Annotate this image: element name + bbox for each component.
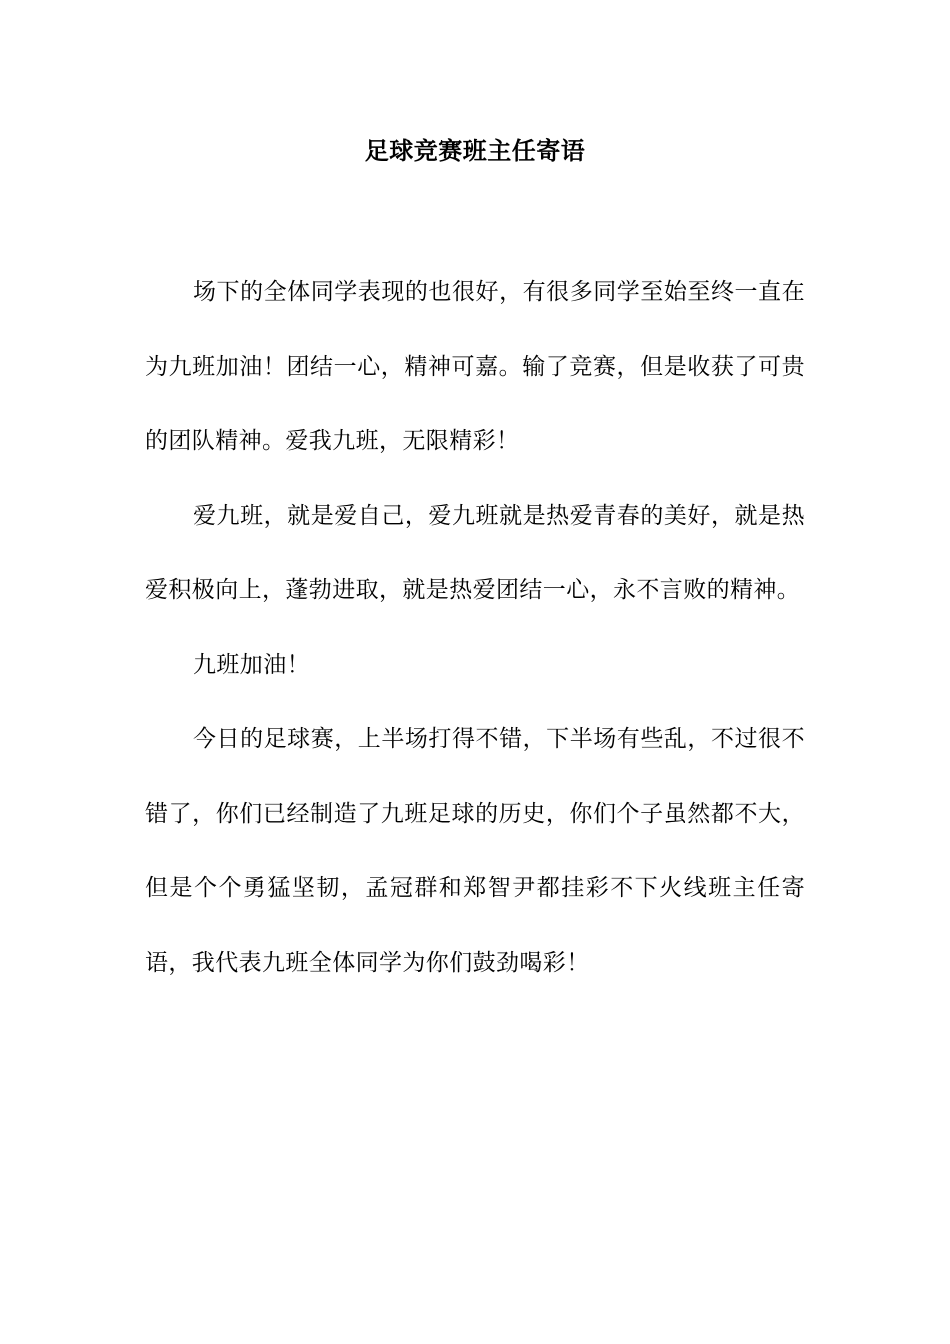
paragraph: 九班加油！	[193, 651, 310, 678]
document-title: 足球竞赛班主任寄语	[364, 136, 586, 165]
paragraph: 今日的足球赛，上半场打得不错，下半场有些乱，不过很不错了，你们已经制造了九班足球的历史，你们个子虽然都不大，但是个个勇猛坚韧，孟冠群和郑智尹都挂彩不下火线班主任寄语，我代表九班全体同学为你们鼓劲喝彩！	[145, 726, 805, 976]
document-body	[145, 255, 805, 1000]
paragraph: 爱九班，就是爱自己，爱九班就是热爱青春的美好，就是热爱积极向上，蓬勃进取，就是热爱团结一心，永不言败的精神。	[145, 502, 805, 603]
paragraph: 场下的全体同学表现的也很好，有很多同学至始至终一直在为九班加油！团结一心，精神可嘉。输了竞赛，但是收获了可贵的团队精神。爱我九班，无限精彩！	[145, 279, 805, 454]
